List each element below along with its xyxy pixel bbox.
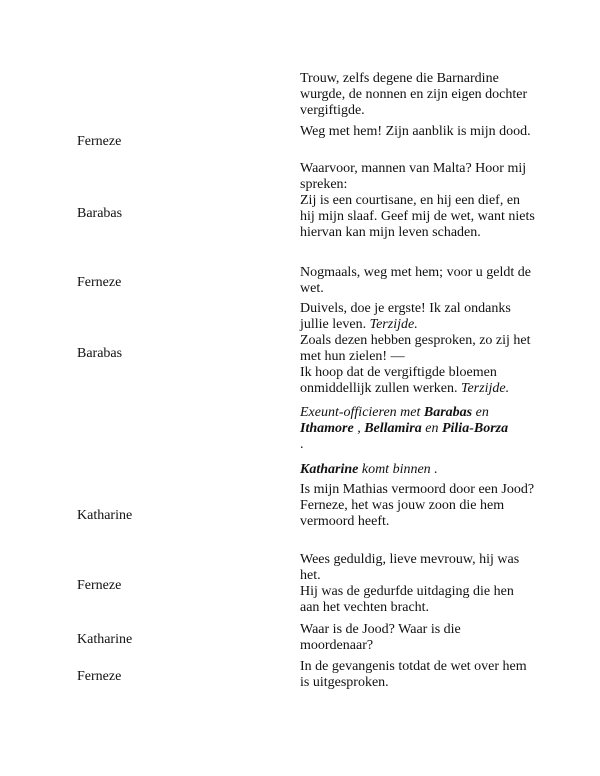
speech-line: Waarvoor, mannen van Malta? Hoor mij spreken: <box>300 161 527 192</box>
speech <box>300 301 535 397</box>
speech-line: Trouw, zelfs degene die Barnardine wurgde, de nonnen en zijn eigen dochter vergiftigde. <box>300 71 528 118</box>
speech-line: In de gevangenis totdat de wet over hem is uitgesproken. <box>300 659 527 690</box>
speaker-name: Ferneze <box>77 134 122 149</box>
character-name: Pilia-Borza <box>441 421 509 436</box>
speech-line: Weg met hem! Zijn aanblik is mijn dood. <box>300 124 531 139</box>
stage-direction-exeunt <box>300 405 535 453</box>
speaker-name: Ferneze <box>77 578 122 593</box>
speech <box>300 161 535 241</box>
speech-line: Wees geduldig, lieve mevrouw, hij was het. <box>300 552 520 583</box>
speech <box>300 622 535 654</box>
speech <box>300 659 535 691</box>
stage-direction-line: Ithamore , Bellamira en Pilia-Borza <box>300 421 509 436</box>
stage-direction-line: Exeunt-officieren met Barabas en <box>300 405 489 420</box>
stage-direction-aside: Terzijde. <box>460 381 510 396</box>
stage-direction-line: Katharine komt binnen . <box>300 462 438 477</box>
character-name: Katharine <box>300 462 359 477</box>
stage-direction-entrance <box>300 462 535 478</box>
speaker-name: Barabas <box>77 346 123 361</box>
character-name: Bellamira <box>364 421 422 436</box>
speaker-name: Ferneze <box>77 669 122 684</box>
speech-line: Hij was de gedurfde uitdaging die hen aan het vechten bracht. <box>300 584 514 615</box>
speech <box>300 124 535 140</box>
stage-direction-aside: Terzijde. <box>369 317 418 332</box>
speech <box>300 552 535 616</box>
speaker-name: Katharine <box>77 632 133 647</box>
speech-line: Zoals dezen hebben gesproken, zo zij het met hun zielen! — <box>300 333 531 364</box>
speech-line <box>300 365 535 397</box>
speech-line: Ferneze, het was jouw zoon die hem vermoord heeft. <box>300 498 505 529</box>
speech <box>300 482 535 530</box>
speech-text: Duivels, doe je ergste! Ik zal ondanks jullie leven. <box>300 301 511 332</box>
stage-direction-line: . <box>300 437 304 452</box>
speech-line: Nogmaals, weg met hem; voor u geldt de wet. <box>300 265 531 296</box>
speech <box>300 71 535 119</box>
speaker-name: Ferneze <box>77 275 122 290</box>
speech-line: Zij is een courtisane, en hij een dief, en hij mijn slaaf. Geef mij de wet, want niets hiervan kan mijn leven schaden. <box>300 193 535 240</box>
speech-line: Waar is de Jood? Waar is die moordenaar? <box>300 622 461 653</box>
speech <box>300 265 535 297</box>
speech-line: Is mijn Mathias vermoord door een Jood? <box>300 482 535 497</box>
speaker-name: Katharine <box>77 508 133 523</box>
character-name: Barabas <box>423 405 473 420</box>
speech-line <box>300 301 535 333</box>
speech-text: Ik hoop dat de vergiftigde bloemen onmiddellijk zullen werken. <box>300 365 497 396</box>
speaker-name: Barabas <box>77 206 123 221</box>
character-name: Ithamore <box>300 421 354 436</box>
